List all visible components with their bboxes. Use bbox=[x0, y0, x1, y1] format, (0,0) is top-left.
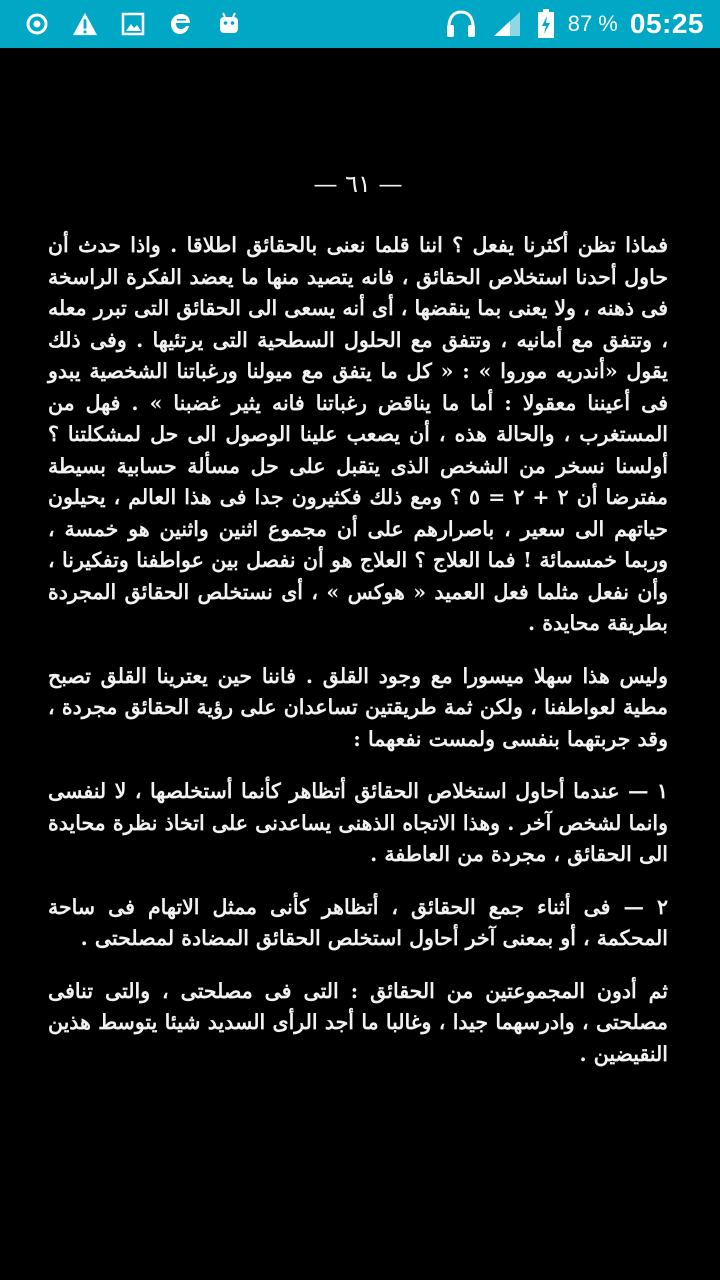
clock: 05:25 bbox=[629, 8, 704, 39]
image-icon bbox=[120, 11, 146, 37]
status-bar bbox=[0, 0, 720, 48]
battery-percentage: 87 % bbox=[567, 11, 618, 36]
paragraph: ٢ — فى أثناء جمع الحقائق ، أتظاهر كأنى ممثل الاتهام فى ساحة المحكمة ، أو بمعنى آخر أحاول استخلص الحقائق المضادة لمصلحتى . bbox=[48, 894, 668, 950]
page-number: — ٦١ — bbox=[313, 170, 403, 198]
warning-icon bbox=[72, 11, 98, 37]
system-status bbox=[444, 8, 720, 40]
circle-dot-icon bbox=[24, 11, 50, 37]
book-page bbox=[48, 170, 668, 1091]
battery-charging-icon bbox=[536, 11, 556, 37]
paragraph: ثم أدون المجموعتين من الحقائق : التى فى مصلحتى ، والتى تنافى مصلحتى ، وادرسهما جيدا ، وغالبا ما أجد الرأى السديد شيئا يتوسط هذين النقيضين . bbox=[48, 978, 668, 1066]
android-icon bbox=[216, 11, 242, 37]
paragraph: وليس هذا سهلا ميسورا مع وجود القلق . فاننا حين يعترينا القلق تصبح مطية لعواطفنا ، ولكن ثمة طريقتين تساعدان على رؤية الحقائق مجردة ، وقد جربتهما بنفسى ولمست نفعهما : bbox=[48, 663, 668, 751]
headset-icon bbox=[444, 11, 478, 37]
e-browser-icon bbox=[168, 11, 194, 37]
paragraph: ١ — عندما أحاول استخلاص الحقائق أتظاهر كأنما أستخلصها ، لا لنفسى وانما لشخص آخر . وهذا الاتجاه الذهنى يساعدنى على اتخاذ نظرة محايدة الى الحقائق ، مجردة من العاطفة . bbox=[48, 779, 668, 866]
signal-icon bbox=[490, 11, 524, 37]
book-text bbox=[48, 230, 668, 1070]
paragraph: فماذا تظن أكثرنا يفعل ؟ اننا قلما نعنى بالحقائق اطلاقا . واذا حدث أن حاول أحدنا استخلاص الحقائق ، فانه يتصيد منها ما يعضد الفكرة الراسخة فى ذهنه ، ولا يعنى بما ينقضها ، أى أنه يسعى الى الحقائق التى تبرر معله ، وتتفق مع أمانيه ، وتتفق مع الحلول السطحية التى يرتئيها . وفى ذلك يقول «أندريه موروا » : « كل ما يتفق مع ميولنا ورغباتنا الشخصية يبدو فى أعيننا معقولا : أما ما يناقض رغباتنا فانه يثير غضبنا » . فهل من المستغرب ، والحالة هذه ، أن يصعب علينا الوصول الى حل لمشكلتنا ؟ أولسنا نسخر من الشخص الذى يتقبل على حل مسألة حسابية بسيطة مفترضا أن ٢ + ٢ = ٥ ؟ ومع ذلك فكثيرون جدا فى هذا العالم ، يحيلون حياتهم الى سعير ، باصرارهم على أن مجموع اثنين واثنين هو خمسة ، وربما خمسمائة ! فما العلاج ؟ العلاج هو أن نفصل بين عواطفنا وتفكيرنا ، وأن نفعل مثلما فعل العميد « هوكس » ، أى نستخلص الحقائق المجردة بطريقة محايدة . bbox=[48, 233, 668, 635]
notification-icons bbox=[0, 11, 242, 37]
